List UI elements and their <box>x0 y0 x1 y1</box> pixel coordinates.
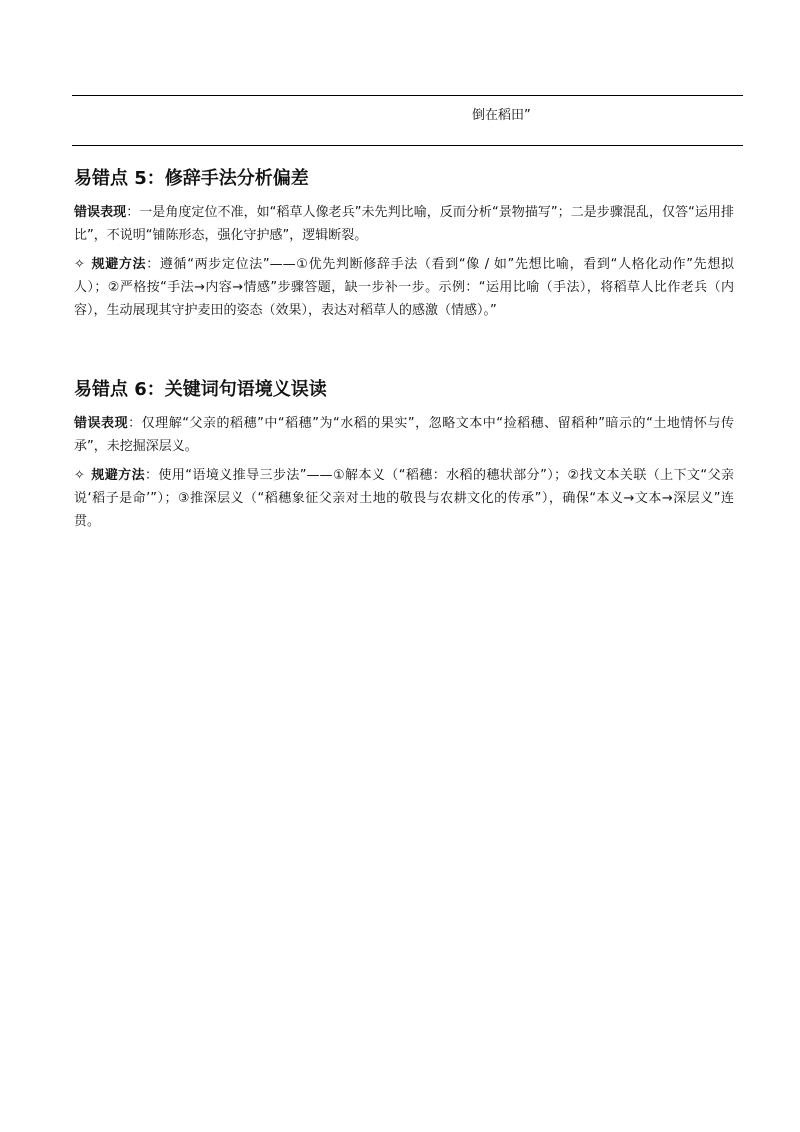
error-description <box>74 412 734 458</box>
tip-label: 规避方法 <box>90 257 147 272</box>
section-error-point-5 <box>74 167 734 322</box>
error-description <box>74 201 734 247</box>
error-label: 错误表现 <box>74 416 129 431</box>
avoid-method <box>74 464 734 533</box>
sparkle-icon: ✧ <box>74 257 85 272</box>
error-text: ：一是角度定位不准，如“稻草人像老兵”未先判比喻，反而分析“景物描写”；二是步骤混乱，仅答“运用排比”，不说明“铺陈形态，强化守护感”，逻辑断裂。 <box>74 205 734 243</box>
section-error-point-6 <box>74 378 734 533</box>
error-text: ：仅理解“父亲的稻穗”中“稻穗”为“水稻的果实”，忽略文本中“捡稻穗、留稻种”暗示的“土地情怀与传承”，未挖掘深层义。 <box>74 416 734 454</box>
error-label: 错误表现 <box>74 205 127 220</box>
sparkle-icon: ✧ <box>74 468 85 483</box>
tip-text: ：遵循“两步定位法”——①优先判断修辞手法（看到“像 / 如”先想比喻，看到“人格化动作”先想拟人）；②严格按“手法→内容→情感”步骤答题，缺一步补一步。示例：“运用比喻（手法），将稻草人比作老兵（内容），生动展现其守护麦田的姿态（效果），表达对稻草人的感激（情感）。” <box>74 257 734 318</box>
table-cell-text: 倒在稻田” <box>472 108 531 123</box>
avoid-method <box>74 253 734 322</box>
section-title: 易错点 6：关键词句语境义误读 <box>74 379 327 400</box>
section-title: 易错点 5：修辞手法分析偏差 <box>74 168 309 189</box>
table-fragment <box>72 95 743 146</box>
tip-text: ：使用“语境义推导三步法”——①解本义（“稻穗：水稻的穗状部分”）；②找文本关联（上下文“父亲说‘稻子是命’”）；③推深层义（“稻穗象征父亲对土地的敬畏与农耕文化的传承”），确保“本义→文本→深层义”连贯。 <box>74 468 734 529</box>
tip-label: 规避方法 <box>90 468 146 483</box>
